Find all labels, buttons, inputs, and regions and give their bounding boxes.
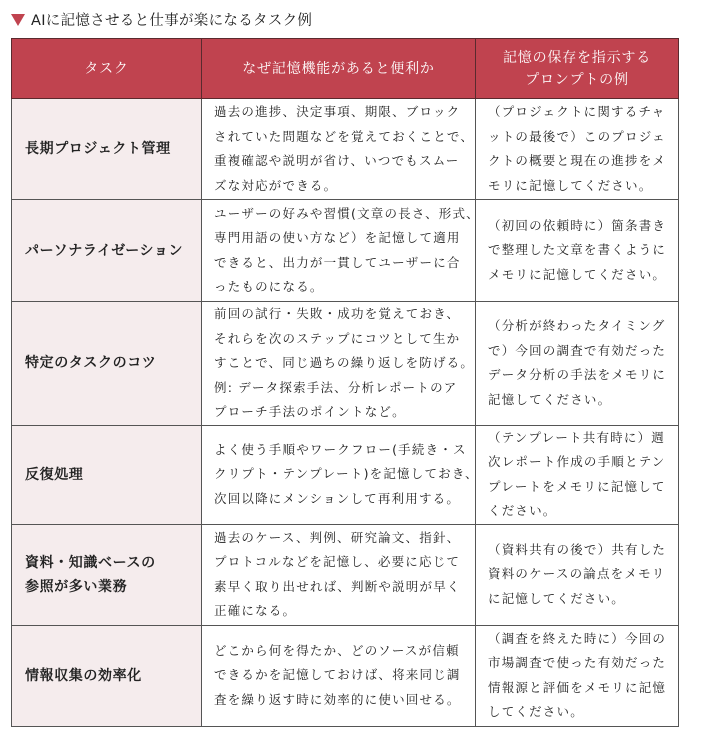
cell-why-line: ズな対応ができる。: [214, 177, 338, 193]
cell-why-line: 素早く取り出せれば、判断や説明が早く: [214, 578, 461, 594]
cell-why-line: 過去のケース、判例、研究論文、指針、: [214, 529, 461, 545]
table-row: [12, 425, 679, 524]
cell-why-line: よく使う手順やワークフロー(手続き・ス: [214, 441, 467, 457]
cell-prompt-line: 次レポート作成の手順とテン: [488, 454, 666, 469]
cell-prompt-line: で整理した文章を書くように: [488, 242, 667, 258]
cell-task-line: 情報収集の効率化: [25, 667, 142, 684]
cell-prompt-line: （調査を終えた時に）今回の: [488, 630, 667, 646]
cell-prompt-line: プレートをメモリに記憶して: [488, 478, 666, 494]
cell-task-line: 反復処理: [25, 466, 84, 483]
header-prompt: [476, 39, 679, 99]
cell-why-line: できると、出力が一貫してユーザーに合: [214, 254, 461, 270]
cell-task: [12, 200, 202, 302]
cell-prompt: [476, 302, 679, 426]
cell-prompt-line: （テンプレート共有時に）週: [488, 429, 665, 445]
cell-prompt-line: 情報源と評価をメモリに記憶: [488, 679, 667, 695]
cell-prompt-line: データ分析の手法をメモリに: [488, 367, 667, 383]
cell-why-line: すことで、同じ過ちの繰り返しを防げる。: [214, 355, 475, 370]
cell-prompt-line: してください。: [488, 704, 584, 719]
cell-prompt: [476, 99, 679, 200]
cell-why: [202, 524, 476, 625]
cell-why-line: ユーザーの好みや習慣(文章の長さ、形式、: [214, 205, 480, 221]
cell-task: [12, 625, 202, 726]
cell-prompt: [476, 200, 679, 302]
cell-prompt-line: モリに記憶してください。: [488, 177, 653, 193]
cell-task: [12, 524, 202, 625]
table-row: [12, 302, 679, 426]
header-why-label: なぜ記憶機能があると便利か: [242, 60, 435, 77]
cell-task-line: パーソナライゼーション: [25, 242, 184, 259]
cell-why: [202, 302, 476, 426]
cell-task: [12, 99, 202, 200]
cell-prompt: [476, 524, 679, 625]
cell-prompt-line: 記憶してください。: [488, 391, 612, 407]
header-task-label: タスク: [84, 60, 129, 77]
cell-why-line: ったものになる。: [214, 279, 324, 294]
cell-why-line: プロトコルなどを記憶し、必要に応じて: [214, 554, 461, 569]
cell-task-line: 資料・知識ベースの: [25, 554, 156, 571]
table-row: [12, 99, 679, 200]
cell-prompt-line: で）今回の調査で有効だった: [488, 342, 667, 358]
cell-why-line: それらを次のステップにコツとして生か: [214, 330, 461, 346]
cell-why-line: 次回以降にメンションして再利用する。: [214, 490, 461, 506]
cell-prompt-line: （資料共有の後で）共有した: [488, 541, 667, 557]
section-title-text: AIに記憶させると仕事が楽になるタスク例: [31, 12, 313, 29]
cell-prompt-line: （分析が終わったタイミング: [488, 318, 666, 334]
cell-why-line: 前回の試行・失敗・成功を覚えておき、: [214, 306, 461, 321]
cell-prompt-line: （初回の依頼時に）箇条書き: [488, 217, 667, 233]
cell-why-line: 専門用語の使い方など）を記憶して適用: [214, 230, 461, 245]
cell-why-line: プローチ手法のポイントなど。: [214, 404, 406, 419]
table-row: [12, 200, 679, 302]
cell-prompt-line: ください。: [488, 503, 557, 518]
cell-why-line: どこから何を得たか、どのソースが信頼: [214, 642, 460, 658]
header-why: [202, 39, 476, 99]
table-header-row: [12, 39, 679, 99]
cell-why: [202, 200, 480, 302]
cell-prompt-line: メモリに記憶してください。: [488, 266, 667, 282]
cell-prompt-line: ットの最後で）このプロジェ: [488, 128, 666, 144]
cell-prompt-line: 市場調査で使った有効だった: [488, 655, 667, 670]
cell-why-line: されていた問題などを覚えておくことで、: [214, 128, 475, 144]
cell-task: [12, 302, 202, 426]
cell-task: [12, 425, 202, 524]
cell-prompt: [476, 425, 679, 524]
cell-task-line: 参照が多い業務: [25, 578, 128, 595]
cell-why-line: 正確になる。: [214, 603, 297, 618]
header-prompt-label-line2: プロンプトの例: [525, 71, 629, 88]
table-row: [12, 524, 679, 625]
cell-why: [202, 625, 476, 726]
cell-prompt-line: に記憶してください。: [488, 590, 626, 606]
table-row: [12, 625, 679, 726]
cell-why-line: クリプト・テンプレート)を記憶しておき、: [214, 466, 479, 482]
header-prompt-label-line1: 記憶の保存を指示する: [503, 49, 651, 66]
cell-prompt-line: クトの概要と現在の進捗をメ: [488, 153, 667, 168]
cell-prompt-line: 資料のケースの論点をメモリ: [488, 566, 666, 582]
cell-task-line: 特定のタスクのコツ: [25, 355, 157, 372]
cell-why: [202, 425, 479, 524]
cell-why-line: 査を繰り返す時に効率的に使い回せる。: [214, 691, 461, 707]
task-examples-table: [11, 38, 679, 727]
section-title: [11, 9, 312, 29]
cell-prompt-line: （プロジェクトに関するチャ: [488, 104, 666, 119]
cell-why-line: 例: データ探索手法、分析レポートのア: [214, 379, 458, 395]
cell-task-line: 長期プロジェクト管理: [25, 141, 171, 157]
header-task: [12, 39, 202, 99]
cell-why-line: 過去の進捗、決定事項、期限、ブロック: [214, 104, 461, 119]
cell-why: [202, 99, 476, 200]
cell-why-line: 重複確認や説明が省け、いつでもスムー: [214, 153, 460, 168]
cell-prompt: [476, 625, 679, 726]
triangle-down-icon: [11, 14, 25, 26]
cell-why-line: できるかを記憶しておけば、将来同じ調: [214, 667, 461, 683]
